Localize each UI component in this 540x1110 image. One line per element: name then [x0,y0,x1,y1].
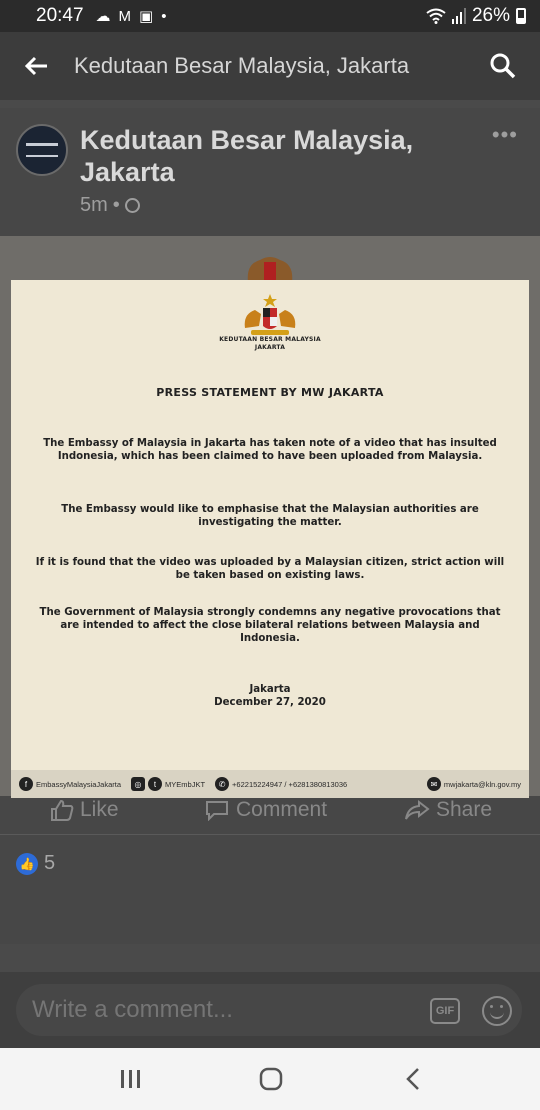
status-time: 20:47 [36,5,84,26]
embassy-logo-icon [26,143,58,157]
whatsapp-icon: ✆ [215,777,229,791]
battery-icon [516,8,526,24]
post-divider [0,834,540,835]
battery-percent: 26% [471,5,510,26]
signal-icon [452,8,466,24]
recent-apps-icon [120,1068,142,1090]
post-time: 5m [80,194,108,216]
statement-headline: PRESS STATEMENT BY MW JAKARTA [156,386,384,399]
gmail-icon: M [118,7,132,25]
reaction-summary[interactable] [16,852,55,875]
home-button[interactable] [254,1064,288,1094]
dot-icon: • [161,7,167,25]
instagram-icon: ◎ [131,777,145,791]
more-options-button[interactable]: ••• [491,122,518,147]
comment-bar [0,972,540,1048]
back-button[interactable] [20,49,54,83]
contact-social [131,777,205,791]
embassy-letterhead [11,336,529,352]
nav-back-icon [405,1067,421,1091]
recent-apps-button[interactable] [114,1064,148,1094]
wifi-icon [426,8,446,24]
status-right [426,5,526,27]
share-button[interactable] [404,798,492,822]
share-label: Share [436,798,493,821]
comment-label: Comment [236,798,328,821]
page-avatar[interactable] [16,124,68,176]
gallery-icon: ▣ [139,8,154,25]
embassy-line2: JAKARTA [254,344,286,351]
system-nav-bar [0,1048,540,1110]
contact-phone [215,777,347,791]
embassy-line1: KEDUTAAN BESAR MALAYSIA [219,336,321,343]
statement-paragraph-2: The Embassy would like to emphasise that the Malaysian authorities are investigating the matter. [61,504,479,528]
post-actions [0,798,540,834]
nav-back-button[interactable] [396,1064,430,1094]
search-button[interactable] [486,49,520,83]
post-meta [80,194,140,217]
like-icon [50,799,74,821]
meta-separator: • [112,194,120,216]
statement-paragraph-1: The Embassy of Malaysia in Jakarta has taken note of a video that has insulted Indonesia, which has been claimed to have been uploaded from Malaysia. [43,438,497,462]
app-bar [0,32,540,100]
comment-button[interactable] [204,798,327,822]
statement-place: Jakarta [249,684,291,695]
post-page-name[interactable]: Kedutaan Besar Malaysia, Jakarta [80,125,414,187]
page-title: Kedutaan Besar Malaysia, Jakarta [74,53,410,78]
like-reaction-icon: 👍 [16,853,38,875]
share-icon [404,799,430,821]
post-header [0,108,540,236]
social-handle: MYEmbJKT [165,779,206,789]
reaction-count: 5 [44,852,56,874]
statement-paragraph-3: If it is found that the video was uploaded by a Malaysian citizen, strict action will be taken based on existing laws. [35,557,505,581]
press-statement-image[interactable] [11,280,529,770]
contact-email [427,777,521,791]
facebook-handle: EmbassyMalaysiaJakarta [36,779,122,789]
globe-icon [125,198,140,213]
statement-place-date [11,683,529,709]
contact-facebook [19,777,121,791]
email-address: mwjakarta@kln.gov.my [443,779,521,789]
facebook-icon: f [19,777,33,791]
email-icon: ✉ [427,777,441,791]
like-button[interactable] [50,798,119,822]
home-icon [259,1067,283,1091]
emoji-icon[interactable] [482,996,512,1026]
status-bar [0,0,540,32]
statement-date: December 27, 2020 [214,697,326,708]
comment-icon [204,799,230,821]
malaysia-coat-of-arms-icon [241,292,299,338]
statement-paragraph-4: The Government of Malaysia strongly condemns any negative provocations that are intended to affect the close bilateral relations between Malaysia and Indonesia. [39,607,501,644]
contact-strip [11,770,529,798]
search-icon [489,52,517,80]
back-arrow-icon [25,56,49,76]
cloud-icon: ☁ [95,8,111,25]
like-label: Like [80,798,119,821]
twitter-icon: t [148,777,162,791]
gif-button[interactable]: GIF [430,998,460,1024]
phone-numbers: +62215224947 / +6281380813036 [232,779,348,789]
